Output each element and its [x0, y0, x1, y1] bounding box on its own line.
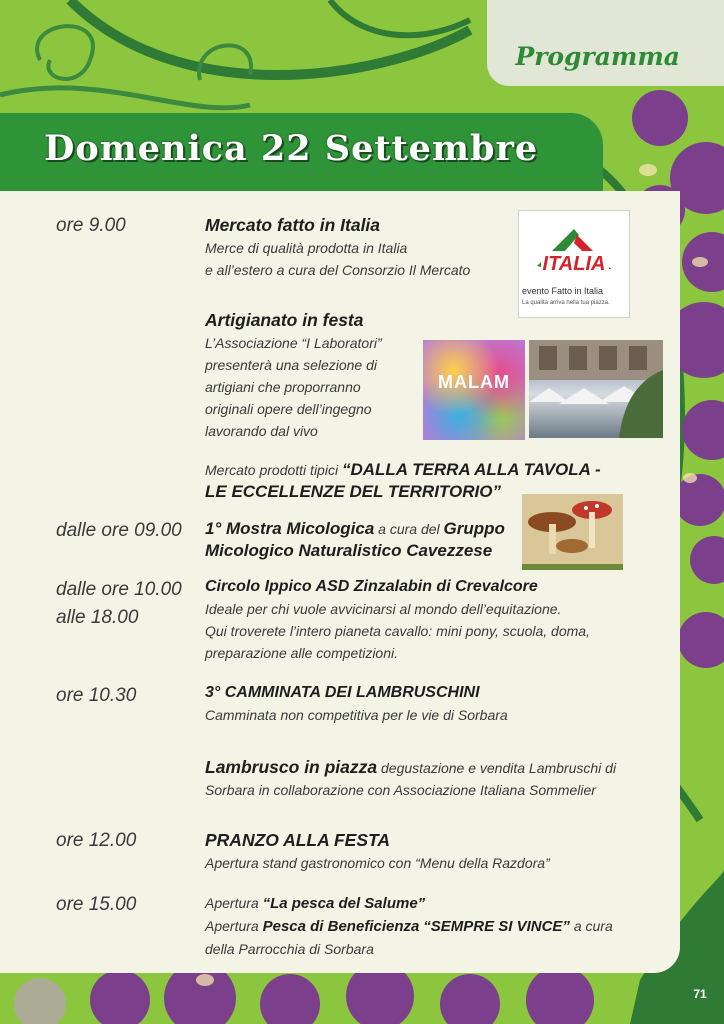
event-line: artigiani che proporranno — [205, 379, 361, 395]
event-line: Camminata non competitiva per le vie di Sorbara — [205, 707, 508, 723]
event-line: lavorando dal vivo — [205, 423, 318, 439]
event-pesca — [205, 892, 675, 960]
event-line: presenterà una selezione di — [205, 357, 378, 373]
malam-logo-word: MALAM — [438, 372, 510, 392]
event-text: degustazione e vendita Lambruschi di — [377, 760, 617, 776]
event-text: a cura — [569, 918, 613, 934]
mushroom-icon — [522, 494, 623, 570]
event-title: PRANZO ALLA FESTA — [205, 830, 391, 850]
event-organizer: Micologico Naturalistico Cavezzese — [205, 541, 493, 560]
market-photo — [529, 340, 663, 438]
fatto-in-italia-logo — [518, 210, 630, 318]
event-line: originali opere dell’ingegno — [205, 401, 372, 417]
event-time-end: alle 18.00 — [56, 607, 139, 628]
logo-caption: evento Fatto in Italia — [522, 286, 604, 296]
event-line: Sorbara in collaborazione con Associazione Italiana Sommelier — [205, 782, 596, 798]
event-title: Mercato fatto in Italia — [205, 215, 381, 235]
event-text: Apertura — [205, 918, 263, 934]
event-line: della Parrocchia di Sorbara — [205, 941, 374, 957]
event-text: Mercato prodotti tipici — [205, 462, 342, 478]
malam-logo-image — [423, 340, 525, 440]
event-time: ore 10.30 — [56, 685, 137, 706]
event-line: Ideale per chi vuole avvicinarsi al mondo dell’equitazione. — [205, 601, 562, 617]
event-time: ore 9.00 — [56, 215, 126, 236]
event-title: Circolo Ippico ASD Zinzalabin di Crevalcore — [205, 578, 538, 595]
event-title-part: Gruppo — [443, 519, 505, 538]
event-line: L’Associazione “I Laboratori” — [205, 335, 382, 351]
event-title: Artigianato in festa — [205, 310, 364, 330]
event-time: dalle ore 09.00 — [56, 520, 182, 541]
page-number: 71 — [693, 987, 707, 1001]
event-title: 1° Mostra Micologica — [205, 519, 375, 538]
event-pranzo — [205, 828, 675, 874]
event-time: ore 15.00 — [56, 894, 137, 915]
section-tab-label: Programma — [515, 42, 680, 71]
logo-word: ITALIA — [542, 253, 606, 275]
event-line: e all’estero a cura del Consorzio Il Mercato — [205, 262, 471, 278]
page-title: Domenica 22 Settembre — [44, 128, 539, 169]
event-highlight: “DALLA TERRA ALLA TAVOLA - — [341, 460, 601, 479]
event-line: preparazione alle competizioni. — [205, 645, 398, 661]
event-time-start: dalle ore 10.00 — [56, 579, 182, 600]
logo-tagline: La qualità arriva nella tua piazza. — [522, 300, 610, 306]
event-camminata — [205, 682, 675, 726]
event-line: Merce di qualità prodotta in Italia — [205, 240, 408, 256]
event-highlight: Pesca di Beneficienza — [262, 918, 420, 935]
market-stalls-icon — [529, 340, 663, 438]
section-tab — [487, 0, 724, 86]
event-line: Apertura stand gastronomico con “Menu della Razdora” — [205, 855, 550, 871]
event-highlight: “La pesca del Salume” — [262, 895, 426, 912]
mushroom-illustration — [522, 494, 623, 570]
event-line: Qui troverete l’intero pianeta cavallo: mini pony, scuola, doma, — [205, 623, 590, 639]
event-text: Apertura — [205, 895, 263, 911]
event-text: a cura del — [374, 521, 444, 537]
event-circolo-ippico — [205, 576, 675, 664]
event-highlight: “SEMPRE SI VINCE” — [423, 918, 570, 935]
event-title: Lambrusco in piazza — [205, 757, 378, 777]
event-time: ore 12.00 — [56, 830, 137, 851]
event-highlight: LE ECCELLENZE DEL TERRITORIO” — [205, 482, 501, 501]
event-lambrusco — [205, 755, 675, 801]
event-title: 3° CAMMINATA DEI LAMBRUSCHINI — [205, 684, 480, 701]
